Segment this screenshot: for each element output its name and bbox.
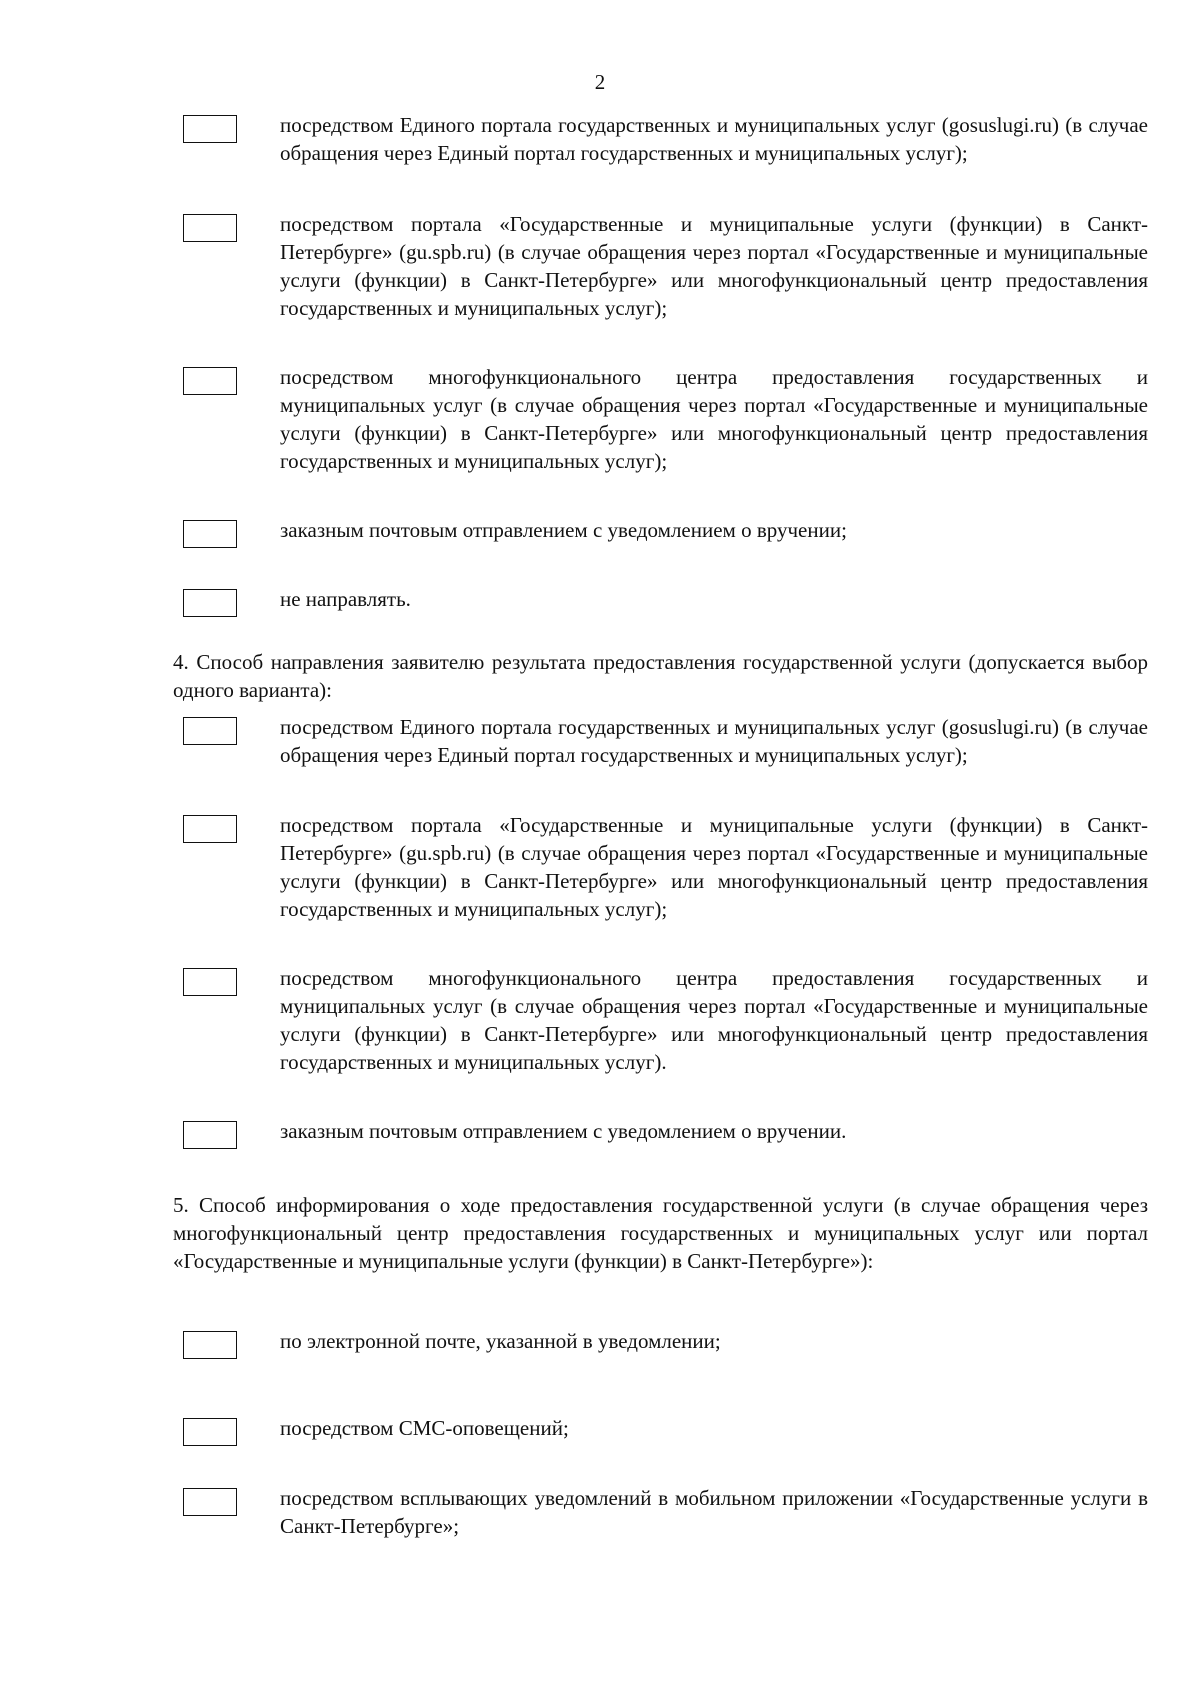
section-5-heading: 5. Способ информирования о ходе предоставления государственной услуги (в случае обращения через многофункциональный центр предоставления государственных и муниципальных услуг или портал «Государственные и муниципальные услуги (функции) в Санкт-Петербурге»): [173, 1193, 1148, 1273]
option-label: не направлять. [280, 587, 411, 611]
checkbox[interactable] [183, 1488, 237, 1516]
checkbox[interactable] [183, 214, 237, 242]
checkbox[interactable] [183, 115, 237, 143]
option-label: посредством многофункционального центра предоставления государственных и муниципальных услуг (в случае обращения через портал «Государственные и муниципальные услуги (функции) в Санкт-Петербурге» или многофункциональный центр предоставления государственных и муниципальных услуг). [280, 966, 1148, 1074]
option-label: посредством портала «Государственные и муниципальные услуги (функции) в Санкт-Петербурге» (gu.spb.ru) (в случае обращения через портал «Государственные и муниципальные услуги (функции) в Санкт-Петербурге» или многофункциональный центр предоставления государственных и муниципальных услуг); [280, 212, 1148, 320]
option-label: заказным почтовым отправлением с уведомлением о вручении; [280, 518, 847, 542]
option-label: по электронной почте, указанной в уведомлении; [280, 1329, 721, 1353]
option-label: посредством Единого портала государственных и муниципальных услуг (gosuslugi.ru) (в случае обращения через Единый портал государственных и муниципальных услуг); [280, 715, 1148, 767]
checkbox[interactable] [183, 1331, 237, 1359]
checkbox[interactable] [183, 520, 237, 548]
section-4-heading: 4. Способ направления заявителю результата предоставления государственной услуги (допускается выбор одного варианта): [173, 650, 1148, 702]
option-label: посредством портала «Государственные и муниципальные услуги (функции) в Санкт-Петербурге» (gu.spb.ru) (в случае обращения через портал «Государственные и муниципальные услуги (функции) в Санкт-Петербурге» или многофункциональный центр предоставления государственных и муниципальных услуг); [280, 813, 1148, 921]
page-number: 2 [594, 70, 606, 94]
option-label: посредством Единого портала государственных и муниципальных услуг (gosuslugi.ru) (в случае обращения через Единый портал государственных и муниципальных услуг); [280, 113, 1148, 165]
checkbox[interactable] [183, 367, 237, 395]
checkbox[interactable] [183, 1121, 237, 1149]
option-label: посредством многофункционального центра предоставления государственных и муниципальных услуг (в случае обращения через портал «Государственные и муниципальные услуги (функции) в Санкт-Петербурге» или многофункциональный центр предоставления государственных и муниципальных услуг); [280, 365, 1148, 473]
option-label: посредством СМС-оповещений; [280, 1416, 569, 1440]
checkbox[interactable] [183, 815, 237, 843]
checkbox[interactable] [183, 717, 237, 745]
option-label: заказным почтовым отправлением с уведомлением о вручении. [280, 1119, 847, 1143]
option-label: посредством всплывающих уведомлений в мобильном приложении «Государственные услуги в Санкт-Петербурге»; [280, 1486, 1148, 1538]
checkbox[interactable] [183, 968, 237, 996]
checkbox[interactable] [183, 1418, 237, 1446]
checkbox[interactable] [183, 589, 237, 617]
